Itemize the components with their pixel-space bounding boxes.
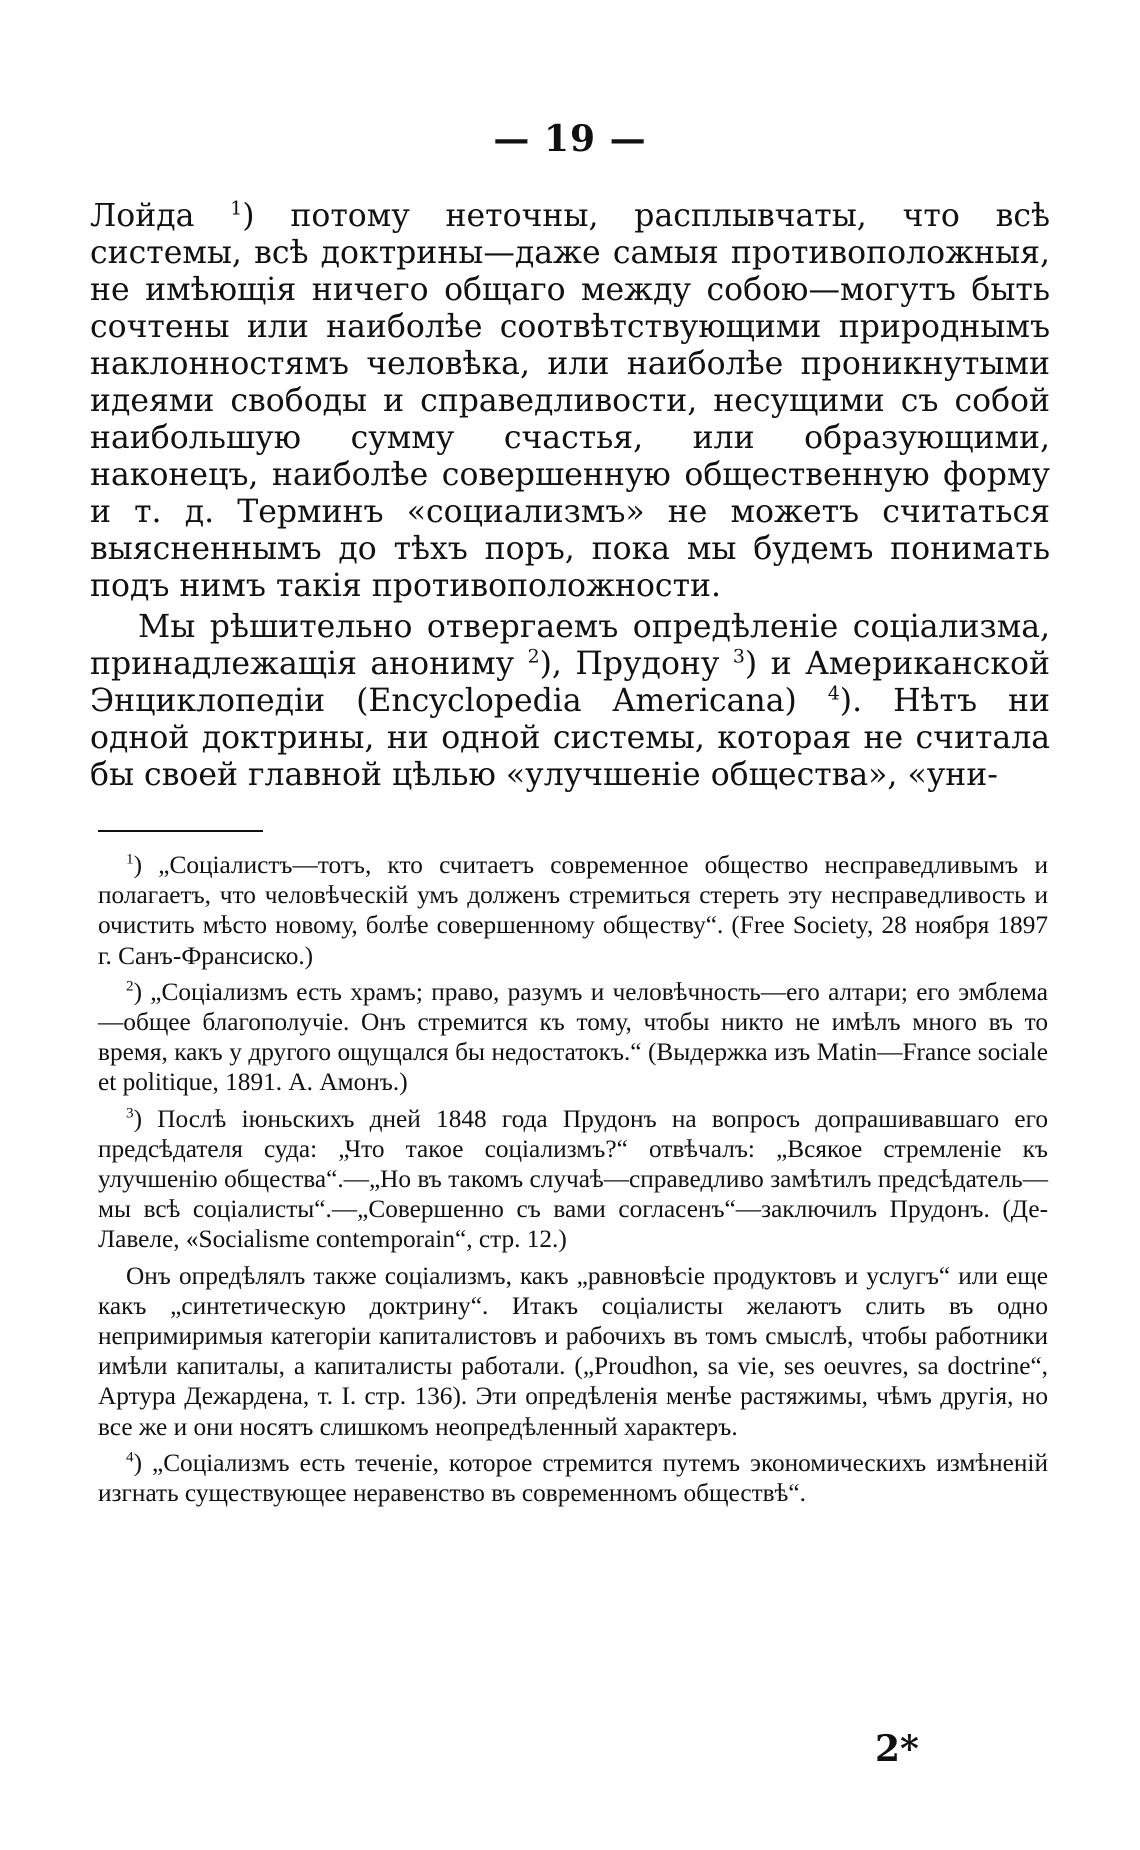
footnote-1 <box>98 850 1048 971</box>
footnote-3-text: ) Послѣ іюньскихъ дней 1848 года Прудонъ на вопросъ допрашивавшаго его предсѣдателя суда: „Что такое соціализмъ?“ отвѣчалъ: „Всякое стремленіе къ улучшенію общества“.—„Но въ такомъ случаѣ—справедливо замѣтилъ предсѣдатель—мы всѣ соціалисты“.—„Совершенно съ вами согласенъ“—заключилъ Прудонъ. (Де-Лавеле, «Socialisme contemporain“, стр. 12.) <box>98 1104 1048 1254</box>
footnote-ref-2: 2 <box>527 645 540 668</box>
main-text <box>90 198 1050 794</box>
footnote-4-text: ) „Соціализмъ есть теченіе, которое стремится путемъ экономическихъ измѣненій изгнать существующее неравенство въ современномъ обществѣ“. <box>98 1448 1048 1508</box>
paragraph-2-text-a: Мы рѣшительно отвергаемъ опредѣленіе соціализма, принадлежащія анониму <box>90 609 1050 682</box>
footnote-3-continuation: Онъ опредѣлялъ также соціализмъ, какъ „равновѣсіе продуктовъ и услугъ“ или еще какъ „синтетическую доктрину“. Итакъ соціалисты желаютъ слить въ одно непримиримыя категоріи капиталистовъ и рабочихъ въ томъ смыслѣ, чтобы работники имѣли капиталы, а капиталисты работали. („Proudhon, sa vie, ses oeuvres, sa doctrine“, Артура Дежардена, т. I. стр. 136). Эти опредѣленія менѣе растяжимы, чѣмъ другія, но все же и они носятъ слишкомъ неопредѣленный характеръ. <box>98 1261 1048 1441</box>
paragraph-2-text-c: ) и Американской Энциклопедіи (Encyclopedia Americana) <box>90 646 1050 719</box>
footnote-ref-4: 4 <box>827 682 840 705</box>
paragraph-1 <box>90 198 1050 605</box>
footnote-1-text: ) „Соціалистъ—тотъ, кто считаетъ современное общество несправедливымъ и полагаетъ, что человѣческій умъ долженъ стремиться стереть эту несправедливость и очистить мѣсто новому, болѣе совершенному обществу“. (Free Society, 28 ноября 1897 г. Санъ-Франсиско.) <box>98 851 1048 970</box>
footnote-divider <box>98 830 263 832</box>
paragraph-2-text-b: ), Прудону <box>539 646 733 682</box>
paragraph-1-text: ) потому неточны, расплывчаты, что всѣ системы, всѣ доктрины—даже самыя противоположныя, не имѣющія ничего общаго между собою—могутъ быть сочтены или наиболѣе соотвѣтствующими природнымъ наклонностямъ человѣка, или наиболѣе проникнутыми идеями свободы и справедливости, несущими съ собой наибольшую сумму счастья, или образующими, наконецъ, наиболѣе совершенную общественную форму и т. д. Терминъ «социализмъ» не можетъ считаться выясненнымъ до тѣхъ поръ, пока мы будемъ понимать подъ нимъ такія противоположности. <box>90 198 1050 604</box>
footnotes <box>98 850 1048 1514</box>
footnote-4-marker: 4 <box>126 1448 134 1466</box>
footnote-4 <box>98 1448 1048 1508</box>
footnote-2-marker: 2 <box>126 977 134 995</box>
printer-signature-mark: 2* <box>875 1728 919 1770</box>
footnote-ref-1: 1 <box>230 197 243 220</box>
paragraph-2 <box>90 609 1050 794</box>
footnote-ref-3: 3 <box>732 645 745 668</box>
footnote-3-marker: 3 <box>126 1104 134 1122</box>
page-number: — 19 — <box>493 118 647 160</box>
footnote-1-marker: 1 <box>126 850 134 868</box>
paragraph-2-text-d: ). Нѣтъ ни одной доктрины, ни одной системы, которая не считала бы своей главной цѣлью «улучшеніе общества», «уни- <box>90 683 1050 793</box>
footnote-2-text: ) „Соціализмъ есть храмъ; право, разумъ и человѣчность—его алтари; его эмблема—общее благополучіе. Онъ стремится къ тому, чтобы никто не имѣлъ много въ то время, какъ у другого ощущался бы недостатокъ.“ (Выдержка изъ Matin—France sociale et politique, 1891. А. Амонъ.) <box>98 977 1048 1097</box>
footnote-3 <box>98 1104 1048 1255</box>
paragraph-1-prefix: Лойда <box>90 198 231 234</box>
footnote-2 <box>98 977 1048 1098</box>
